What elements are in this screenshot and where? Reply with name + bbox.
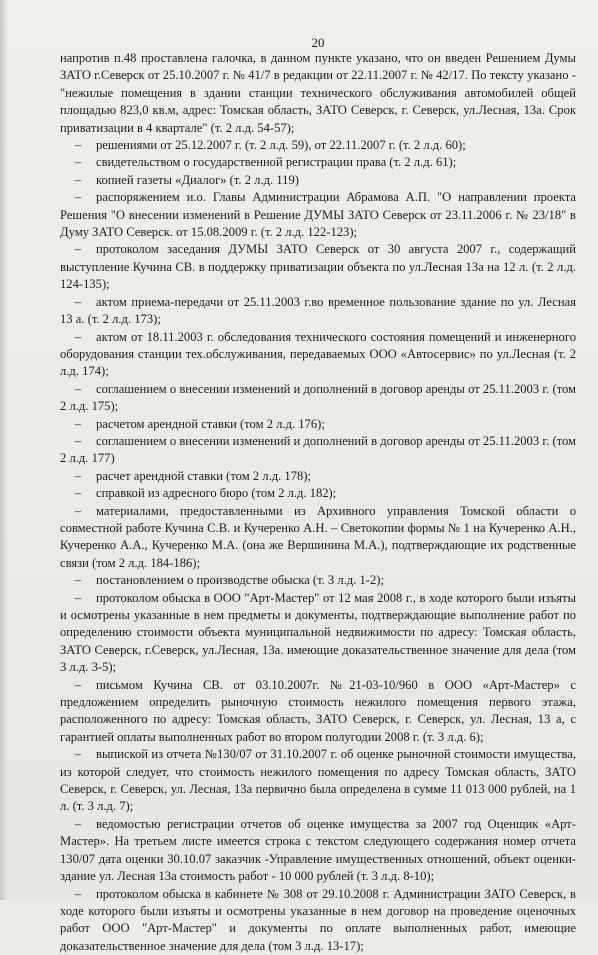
list-item: – постановлением о производстве обыска (т. 3 л.д. 1-2); xyxy=(60,572,576,589)
dash-bullet-icon: – xyxy=(60,172,96,189)
page-number: 20 xyxy=(60,36,576,50)
list-item: – расчетом арендной ставки (том 2 л.д. 176); xyxy=(60,416,576,433)
dash-bullet-icon: – xyxy=(60,137,96,154)
dash-bullet-icon: – xyxy=(60,381,96,398)
list-item: – копией газеты «Диалог» (т. 2 л.д. 119) xyxy=(60,172,576,189)
list-item: – решениями от 25.12.2007 г. (т. 2 л.д. 59), от 22.11.2007 г. (т. 2 л.д. 60); xyxy=(60,137,576,154)
document-body xyxy=(60,50,576,955)
dash-bullet-icon: – xyxy=(60,329,96,346)
list-item: – актом от 18.11.2003 г. обследования технического состояния помещений и инженерного оборудования станции тех.обслуживания, передаваемых ООО «Автосервис» по ул.Лесная (т. 2 л.д. 174); xyxy=(60,329,576,381)
dash-bullet-icon: – xyxy=(60,241,96,258)
dash-bullet-icon: – xyxy=(60,485,96,502)
dash-bullet-icon: – xyxy=(60,590,96,607)
dash-bullet-icon: – xyxy=(60,677,96,694)
list-item: – материалами, предоставленными из Архивного управления Томской области о совместной работе Кучина С.В. и Кучеренко А.Н. – Светокопии формы № 1 на Кучеренко А.Н., Кучеренко А.А., Кучеренко М.А. (она же Вершинина М.А.), подтверждающие их родственные связи (том 2 л.д. 184-186); xyxy=(60,503,576,573)
list-item: – протоколом обыска в ООО "Арт-Мастер" от 12 мая 2008 г., в ходе которого были изъяты и осмотрены указанные в нем предметы и документы, подтверждающие выполнение работ по определению стоимости объекта муниципальной недвижимости по адресу: Томская область, ЗАТО Северск, г.Северск, ул.Лесная, 13а. имеющие доказательственное значение для дела (том 3 л.д. 3-5); xyxy=(60,590,576,677)
list-item: – соглашением о внесении изменений и дополнений в договор аренды от 25.11.2003 г. (том 2 л.д. 177) xyxy=(60,433,576,468)
list-item: – письмом Кучина СВ. от 03.10.2007г. №21-03-10/960 в ООО «Арт-Мастер» с предложением определить рыночную стоимость нежилого помещения первого этажа, расположенного по адресу: Томская область, ЗАТО Северск, г. Северск, ул. Лесная, 13 а, с гарантией оплаты выполненных работ во втором полугодии 2008 г. (т. 3 л.д. 6); xyxy=(60,677,576,747)
dash-bullet-icon: – xyxy=(60,154,96,171)
dash-bullet-icon: – xyxy=(60,572,96,589)
list-item: – справкой из адресного бюро (том 2 л.д. 182); xyxy=(60,485,576,502)
list-item: – протоколом обыска в кабинете № 308 от 29.10.2008 г. Администрации ЗАТО Северск, в ходе которого были изъяты и осмотрены указанные в нем договор на проведение оценочных работ ООО "Арт-Мастер" и документы по оплате выполненных работ, имеющие доказательственное значение для дела (том 3 л.д. 13-17); xyxy=(60,886,576,955)
list-item: – актом приема-передачи от 25.11.2003 г.во временное пользование здание по ул. Лесная 13 а. (т. 2 л.д. 173); xyxy=(60,294,576,329)
dash-bullet-icon: – xyxy=(60,433,96,450)
dash-bullet-icon: – xyxy=(60,816,96,833)
dash-bullet-icon: – xyxy=(60,886,96,903)
list-item: – ведомостью регистрации отчетов об оценке имущества за 2007 год Оценщик «Арт-Мастер». На третьем листе имеется строка с текстом следующего содержания номер отчета 130/07 дата оценки 30.10.07 заказчик -Управление имущественных отношений, объект оценки- здание ул. Лесная 13а стоимость работ - 10 000 рублей (т. 3 л.д. 8-10); xyxy=(60,816,576,886)
list-item: – расчет арендной ставки (том 2 л.д. 178); xyxy=(60,468,576,485)
dash-bullet-icon: – xyxy=(60,503,96,520)
paragraph-intro: напротив п.48 проставлена галочка, в данном пункте указано, что он введен Решением Думы ЗАТО г.Северск от 25.10.2007 г. № 41/7 в редакции от 22.11.2007 г. № 42/17. По тексту указано - "нежилые помещения в здании станции технического обслуживания автомобилей общей площадью 823,0 кв.м, адрес: Томская область, ЗАТО Северск, г. Северск, ул.Лесная, 13а. Срок приватизации в 4 квартале" (т. 2 л.д. 54-57); xyxy=(60,50,576,137)
dash-bullet-icon: – xyxy=(60,189,96,206)
list-item: – выпиской из отчета №130/07 от 31.10.2007 г. об оценке рыночной стоимости имущества, из которой следует, что стоимость нежилого помещения по адресу Томская область, ЗАТО Северск, г. Северск, ул. Лесная, 13а первично была определена в сумме 11 013 000 рублей, на 1 л. (т. 3 л.д. 7); xyxy=(60,746,576,816)
dash-bullet-icon: – xyxy=(60,746,96,763)
dash-bullet-icon: – xyxy=(60,416,96,433)
list-item: – распоряжением и.о. Главы Администрации Абрамова А.П. "О направлении проекта Решения "О внесении изменений в Решение ДУМЫ ЗАТО Северск от 23.11.2006 г. № 23/18" в Думу ЗАТО Северск. от 15.08.2009 г. (т. 2 л.д. 122-123); xyxy=(60,189,576,241)
list-item: – протоколом заседания ДУМЫ ЗАТО Северск от 30 августа 2007 г., содержащий выступление Кучина СВ. в поддержку приватизации объекта по ул.Лесная 13а на 12 л. (т. 2 л.д. 124-135); xyxy=(60,241,576,293)
dash-bullet-icon: – xyxy=(60,294,96,311)
list-item: – свидетельством о государственной регистрации права (т. 2 л.д. 61); xyxy=(60,154,576,171)
dash-bullet-icon: – xyxy=(60,468,96,485)
list-item: – соглашением о внесении изменений и дополнений в договор аренды от 25.11.2003 г. (том 2 л.д. 175); xyxy=(60,381,576,416)
